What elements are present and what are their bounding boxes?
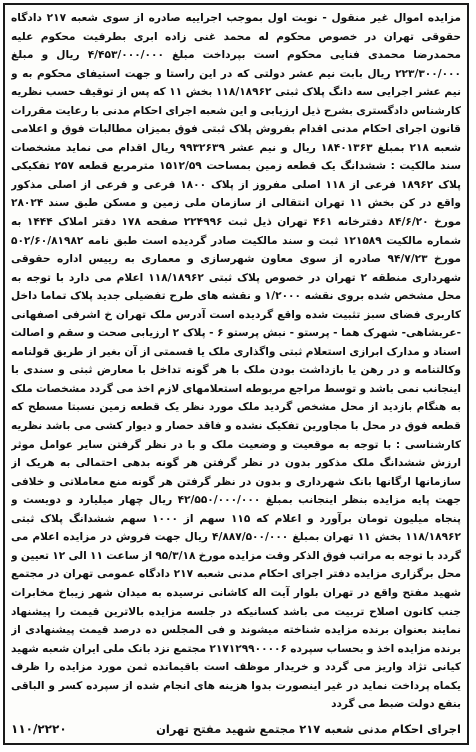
issuer-signature: اجرای احکام مدنی شعبه ۲۱۷ مجتمع شهید مفتح تهران — [156, 722, 461, 736]
notice-reference-code: ۱۱۰/۲۲۲۰ — [11, 722, 67, 736]
notice-body-text: مزایده اموال غیر منقول - نوبت اول بموجب اجراییه صادره از سوی شعبه ۲۱۷ دادگاه حقوقی تهران در خصوص محکوم له محمد غنی زاده ابری بطرفیت محکوم علیه محمدرضا محمدی فنایی محکوم است بپرداخت مبلغ ۴/۴۵۳/۰۰۰/۰۰۰ ریال و مبلغ ۲۲۳/۳۰۰/۰۰۰ ریال بابت نیم عشر دولتی که در این راستا و جهت استیفای محکوم به و نیم عشر اجرایی سه دانگ پلاک ثبتی ۱۱۸/۱۸۹۶۲ بخش ۱۱ که پس از توقیف حسب نظریه کارشناس دادگستری بشرح ذیل ارزیابی و این شعبه اجرای احکام مدنی با رعایت مقررات قانون اجرای احکام مدنی اقدام بفروش پلاک ثبتی فوق بمیزان مطالبات فوق و اعلامی شعبه ۲۱۸ بمبلغ ۱۸۴۰۱۳۶۳ ریال و نیم عشر ۹۹۳۲۶۳۹ ریال اقدام می نماید مشخصات سند مالکیت : ششدانگ یک قطعه زمین بمساحت ۱۵۱۲/۵۹ مترمربع قطعه ۲۵۷ تفکیکی پلاک ۱۸۹۶۲ فرعی از ۱۱۸ اصلی مفروز از پلاک ۱۸۰۰ فرعی و فرعی از اصلی مذکور واقع در کن بخش ۱۱ تهران انتقالی از سازمان ملی زمین و مسکن طبق سند ۲۸۰۲۴ مورخ ۸۴/۶/۲۰ دفترخانه ۴۶۱ تهران ذیل ثبت ۲۲۴۹۹۶ صفحه ۱۷۸ دفتر املاک ۱۴۴۴ به شماره مالکیت ۱۲۱۵۸۹ ثبت و سند مالکیت صادر گردیده است طبق نامه ۵۰۲/۶۰/۸۱۹۸۲ مورخ ۹۴/۷/۲۳ صادره از سوی معاون شهرسازی و معماری به رییس اداره حقوقی شهرداری منطقه ۲ تهران در خصوص پلاک ثبتی ۱۱۸/۱۸۹۶۲ اعلام می دارد با توجه به محل مشخص شده بروی نقشه ۱/۲۰۰۰ و نقشه های طرح تفضیلی جدید پلاک تماما داخل کاربری فضای سبز تثبیت شده واقع گردیده است آدرس ملک تهران خ اشرفی اصفهانی -عربشاهی- شهرک هما - پرستو - نبش پرستو ۶ - پلاک ۲ ارزیابی صحت و سقم و اصالت اسناد و مدارک ابرازی استعلام ثبتی واگذاری ملک یا قسمتی از آن بغیر از طریق قولنامه وکالتنامه و در رهن یا بازداشت بودن ملک با هر گونه تداخل با معارض ثبتی و سندی با اینجانب نمی باشد و توسط مراجع مربوطه استعلامهای لازم اخذ می گردد مشخصات ملک به هنگام بازدید از محل مشخص گردید ملک مورد نظر یک قطعه زمین نسبتا مسطح که قطعه فوق در محل با مجاورین تفکیک نشده و فاقد حصار و دیوار کشی می باشد نظریه کارشناسی : با توجه به موقعیت و وضعیت ملک و با در نظر گرفتن سایر عوامل موثر ارزش ششدانگ ملک مذکور بدون در نظر گرفتن هر گونه بدهی احتمالی به هریک از سازمانها ارگانها بانک شهرداری و بدون در نظر گرفتن هر گونه منع معاملاتی و خلافی جهت پایه مزایده بنظر اینجانب بمبلغ ۴۲/۵۵۰/۰۰۰/۰۰۰ ریال چهار میلیارد و دویست و پنجاه میلیون تومان برآورد و اعلام که ۱۱۵ سهم از ۱۰۰۰ سهم ششدانگ پلاک ثبتی ۱۱۸/۱۸۹۶۲ بخش ۱۱ تهران بمبلغ ۴/۸۸۷/۵۰۰/۰۰۰ ریال جهت فروش در مزایده اعلام می گردد با توجه به مراتب فوق الذکر وقت مزایده مورخ ۹۵/۳/۱۸ از ساعت ۱۱ الی ۱۲ تعیین و محل برگزاری مزایده دفتر اجرای احکام مدنی شعبه ۲۱۷ دادگاه عمومی تهران در مجتمع شهید مفتح واقع در تهران بلوار آیت اله کاشانی نرسیده به میدان شهر زیباخ مخابرات جنب کانون اصلاح تربیت می باشد کسانیکه در جلسه مزایده بالاترین قیمت را پیشنهاد نمایند بعنوان برنده مزایده شناخته میشوند و فی المجلس ده درصد قیمت پیشنهادی از برنده مزایده اخذ و بحساب سپرده ۲۱۷۱۲۹۹۰۰۰۰۶ مجتمع نزد بانک ملی ایران شعبه شهید کیانی تژاد واریز می گردد و خریدار موظف است باقیمانده ثمن مورد مزایده را ظرف یکماه پرداخت نماید در غیر اینصورت بدوا هزینه های انجام شده از سپرده کسر و الباقی بنفع دولت ضبط می گردد — [11, 12, 461, 711]
auction-notice — [3, 3, 469, 745]
notice-footer — [11, 718, 461, 740]
